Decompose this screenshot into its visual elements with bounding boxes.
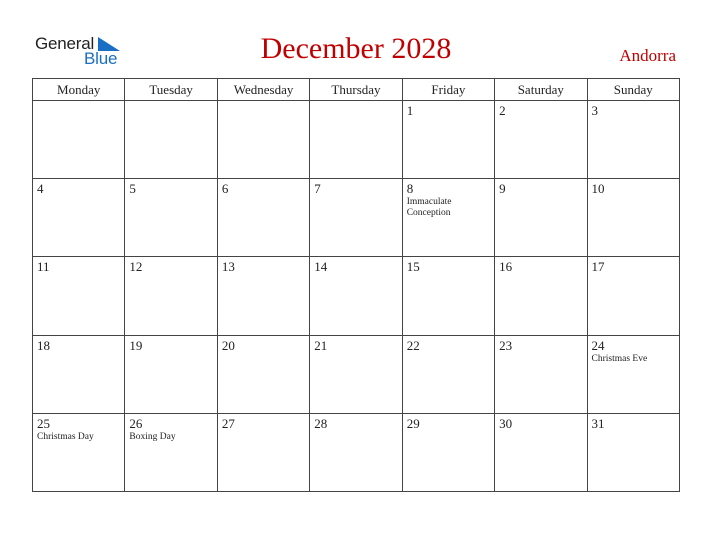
holiday-label: Boxing Day [129, 431, 176, 442]
day-number: 7 [314, 181, 321, 197]
page-title: December 2028 [260, 32, 452, 65]
week-row [33, 335, 680, 413]
day-cell [495, 335, 587, 413]
day-cell [33, 413, 125, 491]
day-cell [125, 413, 217, 491]
day-cell [125, 257, 217, 335]
week-row [33, 413, 680, 491]
day-number: 10 [591, 181, 605, 197]
day-number: 2 [499, 103, 506, 118]
day-number: 30 [499, 415, 513, 431]
weekday-header: Wednesday [217, 79, 309, 101]
day-cell [33, 179, 125, 257]
day-number: 1 [406, 103, 414, 118]
day-number: 26 [129, 415, 143, 431]
logo-text-blue: Blue [84, 49, 118, 68]
day-number: 14 [314, 259, 328, 275]
day-cell [217, 335, 309, 413]
day-number: 8 [406, 181, 414, 197]
day-number: 3 [591, 103, 599, 118]
day-number: 31 [591, 415, 605, 431]
day-number: 4 [37, 181, 44, 197]
holiday-label: Christmas Eve [591, 353, 648, 364]
day-number: 22 [406, 337, 420, 353]
day-cell [310, 335, 402, 413]
day-cell [33, 335, 125, 413]
day-cell [125, 335, 217, 413]
day-cell [402, 179, 494, 257]
day-cell [310, 257, 402, 335]
day-cell [587, 257, 679, 335]
country-label: Andorra [619, 46, 676, 65]
day-number: 12 [129, 259, 143, 275]
day-number: 29 [406, 415, 420, 431]
weekday-header: Saturday [495, 79, 587, 101]
day-number: 24 [591, 337, 605, 353]
day-cell [310, 101, 402, 179]
day-cell [125, 101, 217, 179]
day-number: 25 [37, 415, 50, 431]
day-cell [402, 257, 494, 335]
day-cell [310, 179, 402, 257]
week-row [33, 101, 680, 179]
calendar-grid [32, 78, 680, 492]
holiday-label: Immaculate Conception [406, 197, 452, 219]
day-cell [495, 413, 587, 491]
day-cell [217, 257, 309, 335]
day-number: 18 [37, 337, 50, 353]
weekday-header: Tuesday [125, 79, 217, 101]
day-number: 19 [129, 337, 143, 353]
day-cell [587, 413, 679, 491]
weekday-header: Monday [33, 79, 125, 101]
day-cell [587, 101, 679, 179]
day-cell [402, 101, 494, 179]
day-cell [587, 335, 679, 413]
day-number: 23 [499, 337, 513, 353]
day-number: 5 [129, 181, 136, 197]
day-number: 21 [314, 337, 328, 353]
weekday-header: Thursday [310, 79, 402, 101]
weekday-header: Friday [402, 79, 494, 101]
day-number: 16 [499, 259, 513, 275]
day-cell [402, 413, 494, 491]
day-cell [587, 179, 679, 257]
day-cell [217, 101, 309, 179]
day-cell [33, 101, 125, 179]
day-number: 28 [314, 415, 328, 431]
day-number: 20 [221, 337, 235, 353]
day-cell [125, 179, 217, 257]
day-number: 13 [221, 259, 235, 275]
week-row [33, 179, 680, 257]
day-cell [217, 413, 309, 491]
logo-text-general: General [35, 34, 95, 53]
weekday-header-row [33, 79, 680, 101]
weekday-header: Sunday [587, 79, 679, 101]
day-cell [495, 101, 587, 179]
day-number: 17 [591, 259, 605, 275]
day-number: 6 [221, 181, 229, 197]
day-number: 9 [499, 181, 506, 197]
week-row [33, 257, 680, 335]
day-number: 27 [221, 415, 235, 431]
day-cell [402, 335, 494, 413]
day-number: 11 [37, 259, 50, 275]
day-number: 15 [406, 259, 420, 275]
day-cell [495, 257, 587, 335]
holiday-label: Christmas Day [37, 431, 94, 442]
day-cell [33, 257, 125, 335]
day-cell [495, 179, 587, 257]
day-cell [217, 179, 309, 257]
day-cell [310, 413, 402, 491]
